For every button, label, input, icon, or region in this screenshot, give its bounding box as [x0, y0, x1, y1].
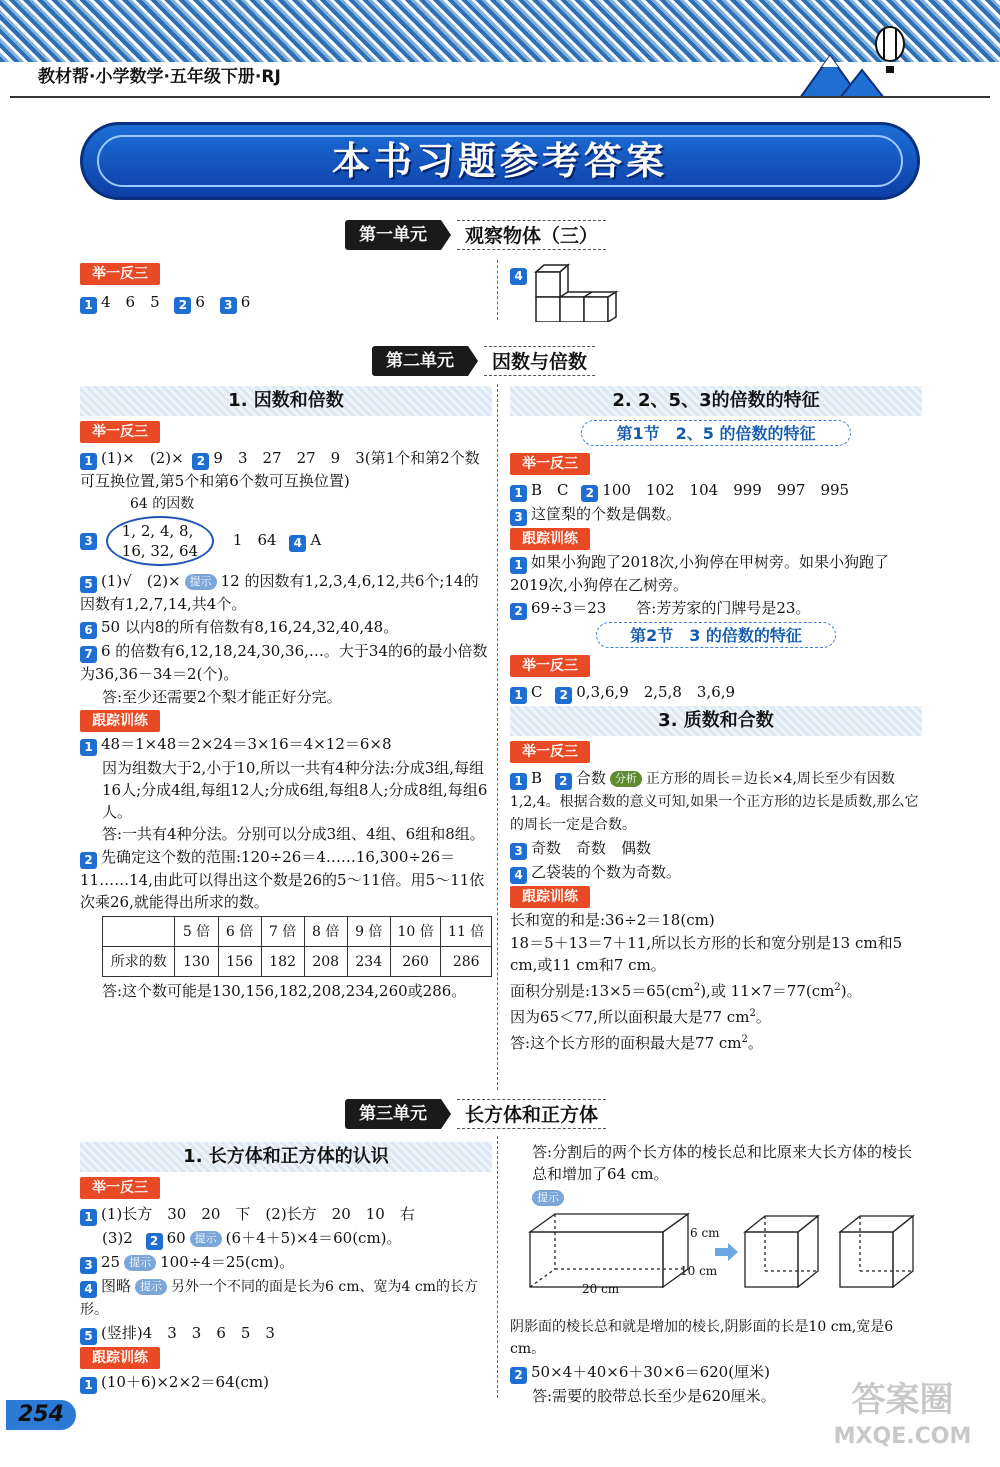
unit-2-left: [80, 384, 492, 1002]
answer-line: 4 乙袋装的个数为奇数。: [510, 861, 922, 884]
answer-text: 答:需要的胶带总长至少是620厘米。: [532, 1387, 776, 1405]
table-cell: 所求的数: [103, 947, 175, 977]
factor-ellipse: 1, 2, 4, 8, 16, 32, 64: [106, 516, 214, 566]
table-cell: 9 倍: [347, 917, 390, 947]
follow-tag: 跟踪训练: [510, 886, 590, 908]
section-title: 1. 因数和倍数: [80, 386, 492, 416]
unit-name: 长方体和正方体: [457, 1099, 606, 1129]
practice-tag: 举一反三: [80, 263, 160, 285]
factor-title: 64 的因数: [130, 496, 195, 512]
answer-line: 1 (1)× (2)× 2 9 3 27 27 9 3(第1个和第2个数可互换位置,第5个和第6个数可互换位置): [80, 449, 480, 490]
answer-line: 4 图略 提示 另外一个不同的面是长为6 cm、宽为4 cm的长方形。: [80, 1277, 478, 1318]
table-cell: 286: [441, 947, 492, 977]
answer-text: 答:这个数可能是130,156,182,208,234,260或286。: [102, 982, 467, 1000]
column-divider: [497, 260, 498, 320]
dimension-20cm: 20 cm: [582, 1282, 620, 1296]
answer-line: (3)2 2 60 提示 (6＋4＋5)×4＝60(cm)。: [102, 1229, 402, 1248]
follow-tag: 跟踪训练: [510, 528, 590, 550]
hint-badge: 提示: [190, 1231, 222, 1247]
answer-text: 阴影面的棱长总和就是增加的棱长,阴影面的长是10 cm,宽是6 cm。: [510, 1319, 894, 1357]
hint-badge: 提示: [532, 1190, 564, 1206]
table-cell: 6 倍: [218, 917, 261, 947]
answer-line: 1 B 2 合数 分析 正方形的周长＝边长×4,周长至少有因数1,2,4。根据合数的意义可知,如果一个正方形的边长是质数,那么它的周长一定是合数。: [510, 769, 919, 833]
answer-text: 长和宽的和是:36÷2＝18(cm): [510, 911, 715, 929]
unit-tag: 第一单元: [345, 220, 441, 250]
subsection-title: 第2节 3 的倍数的特征: [596, 622, 836, 648]
question-number: 4: [510, 268, 527, 285]
answer-line: 2 50×4＋40×6＋30×6＝620(厘米): [510, 1361, 922, 1384]
table-cell: 5 倍: [175, 917, 218, 947]
answer-line: 3 25 提示 100÷4＝25(cm)。: [80, 1251, 492, 1274]
hint-badge: 提示: [135, 1279, 167, 1295]
table-cell: 10 倍: [390, 917, 441, 947]
answer-line: 3 这筐梨的个数是偶数。: [510, 503, 922, 526]
hint-badge: 提示: [185, 574, 217, 590]
table-cell: 8 倍: [304, 917, 347, 947]
table-cell: 182: [261, 947, 304, 977]
unit-1-left: [80, 262, 480, 315]
answer-text: 答:分割后的两个长方体的棱长总和比原来大长方体的棱长总和增加了64 cm。: [532, 1143, 913, 1183]
arrow-icon: [715, 1243, 738, 1261]
answer-text: 答:至少还需要2个梨才能正好分完。: [102, 688, 342, 706]
unit-1-heading: [345, 219, 606, 251]
question-number: 2: [174, 297, 191, 314]
book-title: 教材帮·小学数学·五年级下册·RJ: [38, 67, 281, 87]
table-row: [103, 917, 492, 947]
follow-tag: 跟踪训练: [80, 1347, 160, 1369]
table-cell: 260: [390, 947, 441, 977]
unit-name: 因数与倍数: [484, 346, 595, 376]
practice-tag: 举一反三: [80, 1177, 160, 1199]
table-cell: [103, 917, 175, 947]
column-divider: [497, 1136, 498, 1398]
answer-line: 6 50 以内8的所有倍数有8,16,24,32,40,48。: [80, 616, 492, 639]
answer-text: 18＝5＋13＝7＋11,所以长方形的长和宽分别是13 cm和5 cm,或11 cm和7 cm。: [510, 934, 903, 974]
table-cell: 11 倍: [441, 917, 492, 947]
cube-stack-figure: [530, 262, 622, 322]
unit-3-right: [510, 1140, 922, 1407]
answer-text: 因为组数大于2,小于10,所以一共有4种分法:分成3组,每组16人;分成4组,每组12人;分成6组,每组8人;分成8组,每组6人。: [102, 759, 488, 821]
subsection-title: 第1节 2、5 的倍数的特征: [581, 420, 851, 446]
answer-text: 答:一共有4种分法。分别可以分成3组、4组、6组和8组。: [102, 825, 485, 843]
answer-line: 1 (1)长方 30 20 下 (2)长方 20 10 右: [80, 1203, 492, 1226]
header-divider: [10, 96, 990, 98]
multiples-table: [102, 916, 492, 977]
hint-line: [510, 1186, 922, 1208]
dimension-6cm: 6 cm: [690, 1226, 720, 1240]
unit-3-heading: [345, 1098, 606, 1130]
answer-line: 3 1, 2, 4, 8, 16, 32, 64 1 64 4 A: [80, 516, 492, 566]
unit-2-heading: [372, 345, 595, 377]
unit-name: 观察物体（三）: [457, 220, 606, 250]
analysis-badge: 分析: [610, 771, 642, 787]
practice-tag: 举一反三: [80, 421, 160, 443]
table-cell: 156: [218, 947, 261, 977]
answer-line: 5 (竖排)4 3 3 6 5 3: [80, 1322, 492, 1345]
banner-title: 本书习题参考答案: [331, 139, 668, 183]
answer-line: 因为65＜77,所以面积最大是77 $cm^2$。: [510, 1008, 771, 1026]
column-divider: [497, 384, 498, 1090]
table-row: [103, 947, 492, 977]
answer-line: 面积分别是$:13\times 5=65(cm^2)$,或 $11\times 7=77(cm^2)$。: [510, 982, 862, 1000]
practice-tag: 举一反三: [510, 453, 590, 475]
dimension-10cm: 10 cm: [680, 1264, 718, 1278]
answer-line: 1 B C 2 100 102 104 999 997 995: [510, 479, 922, 502]
watermark: 答案圈 MXQE.COM: [833, 1380, 972, 1449]
unit-2-right: [510, 384, 922, 1055]
table-cell: 130: [175, 947, 218, 977]
unit-3-left: [80, 1140, 492, 1395]
mountain-balloon-icon: [800, 26, 910, 98]
answer-line: 1 如果小狗跑了2018次,小狗停在甲树旁。如果小狗跑了2019次,小狗停在乙树旁。: [510, 553, 889, 594]
answer-line: 2 先确定这个数的范围:120÷26＝4……16,300÷26＝11……14,由此可以得出这个数是26的5～11倍。用5～11依次乘26,就能得出所求的数。: [80, 848, 485, 911]
table-cell: 7 倍: [261, 917, 304, 947]
unit-tag: 第三单元: [345, 1099, 441, 1129]
answer-line: 3 奇数 奇数 偶数: [510, 837, 922, 860]
practice-tag: 举一反三: [510, 741, 590, 763]
answer-line: 2 69÷3＝23 答:芳芳家的门牌号是23。: [510, 597, 922, 620]
practice-tag: 举一反三: [510, 655, 590, 677]
answer-line: 1 (10＋6)×2×2＝64(cm): [80, 1371, 492, 1394]
answer-line: 答:这个长方形的面积最大是77 $cm^2$。: [510, 1034, 763, 1052]
table-cell: 234: [347, 947, 390, 977]
page-number: 254: [6, 1400, 76, 1430]
section-title: 1. 长方体和正方体的认识: [80, 1142, 492, 1172]
question-number: 1: [80, 297, 97, 314]
answer-line: 5 (1)√ (2)× 提示 12 的因数有1,2,3,4,6,12,共6个;14的因数有1,2,7,14,共4个。: [80, 572, 479, 613]
table-cell: 208: [304, 947, 347, 977]
hint-badge: 提示: [124, 1255, 156, 1271]
question-number: 3: [220, 297, 237, 314]
answer-line: 1 C 2 0,3,6,9 2,5,8 3,6,9: [510, 681, 922, 704]
unit-tag: 第二单元: [372, 346, 468, 376]
answers-banner: [80, 122, 920, 200]
follow-tag: 跟踪训练: [80, 710, 160, 732]
section-title: 3. 质数和合数: [510, 706, 922, 736]
answer-line: 1 48＝1×48＝2×24＝3×16＝4×12＝6×8: [80, 733, 492, 756]
answer-line: 1 4 6 5 2 6 3 6: [80, 291, 480, 314]
section-title: 2. 2、5、3的倍数的特征: [510, 386, 922, 416]
answer-line: 7 6 的倍数有6,12,18,24,30,36,…。大于34的6的最小倍数为36,36－34＝2(个)。: [80, 642, 488, 683]
